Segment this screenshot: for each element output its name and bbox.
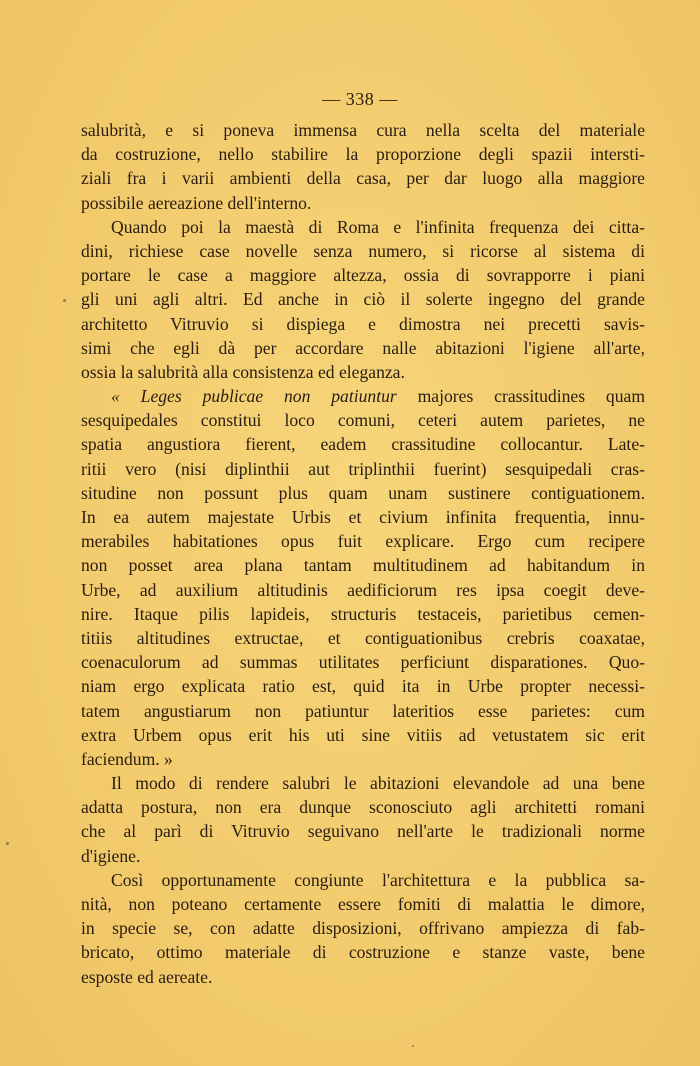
text-line: che al parì di Vitruvio seguivano nell'arte le tradizionali norme <box>81 821 645 842</box>
italic-quote-start: « Leges publicae non patiuntur <box>111 386 397 407</box>
text-line: In ea autem majestate Urbis et civium infinita frequentia, innu- <box>81 507 645 527</box>
text-line: nità, non poteano certamente essere fomiti di malattia le dimore, <box>81 894 645 914</box>
page-number: — 338 — <box>322 89 398 109</box>
text-line: dini, richiese case novelle senza numero, si ricorse al sistema di <box>81 240 645 261</box>
text-line <box>81 384 645 408</box>
text-line: Così opportunamente congiunte l'architettura e la pubblica sa- <box>111 869 645 890</box>
text-line: architetto Vitruvio si dispiega e dimostra nei precetti savis- <box>81 313 645 334</box>
text-line: d'igiene. <box>81 845 141 866</box>
text-line: in specie se, con adatte disposizioni, offrivano ampiezza di fab- <box>81 918 645 939</box>
text-line: salubrità, e si poneva immensa cura nella scelta del materiale <box>81 120 645 140</box>
paper-speck <box>63 299 66 302</box>
text-line: Quando poi la maestà di Roma e l'infinita frequenza dei citta- <box>111 216 645 237</box>
paper-speck <box>412 1045 414 1047</box>
text-line: simi che egli dà per accordare nalle abitazioni l'igiene all'arte, <box>81 337 645 358</box>
text-line: niam ergo explicata ratio est, quid ita in Urbe propter necessi- <box>81 676 645 697</box>
text-line: sesquipedales constitui loco comuni, ceteri autem parietes, ne <box>81 410 645 431</box>
text-line: non posset area plana tantam multitudinem ad habitandum in <box>81 555 645 576</box>
text-line: tatem angustiarum non patiuntur lateritios esse parietes: cum <box>81 700 645 721</box>
text-line: adatta postura, non era dunque sconosciuto agli architetti romani <box>81 797 645 818</box>
text-line: nire. Itaque pilis lapideis, structuris testaceis, parietibus cemen- <box>81 603 645 624</box>
text-line: possibile aereazione dell'interno. <box>81 192 312 213</box>
text-line: portare le case a maggiore altezza, ossia di sovrapporre i piani <box>81 265 645 286</box>
text-line: ossia la salubrità alla consistenza ed eleganza. <box>81 361 405 382</box>
text-line: titiis altitudines extructae, et contiguationibus crebris coaxatae, <box>81 627 645 648</box>
text-line: bricato, ottimo materiale di costruzione e stanze vaste, bene <box>81 942 645 963</box>
text-line: situdine non possunt plus quam unam sustinere contiguationem. <box>81 482 645 503</box>
text-line: Il modo di rendere salubri le abitazioni elevandole ad una bene <box>111 773 645 794</box>
body-text <box>81 118 645 989</box>
text-line: ziali fra i varii ambienti della casa, per dar luogo alla maggiore <box>81 168 645 189</box>
text-line: Urbe, ad auxilium altitudinis aedificiorum res ipsa coegit deve- <box>81 579 645 600</box>
text-line: spatia angustiora fierent, eadem crassitudine collocantur. Late- <box>81 434 645 455</box>
text-line-rest: majores crassitudines quam <box>396 386 645 407</box>
text-line: extra Urbem opus erit his uti sine vitiis ad vetustatem sic erit <box>81 724 645 745</box>
paper-speck <box>6 842 9 845</box>
text-line: gli uni agli altri. Ed anche in ciò il solerte ingegno del grande <box>81 289 645 310</box>
text-line: esposte ed aereate. <box>81 966 213 987</box>
text-line: coenaculorum ad summas utilitates perficiunt disparationes. Quo- <box>81 652 645 673</box>
text-line: merabiles habitationes opus fuit explicare. Ergo cum recipere <box>81 531 645 552</box>
text-line: faciendum. » <box>81 748 173 769</box>
text-line: ritii vero (nisi diplinthii aut triplinthii fuerint) sesquipedali cras- <box>81 458 645 479</box>
text-line: da costruzione, nello stabilire la proporzione degli spazii intersti- <box>81 144 645 165</box>
